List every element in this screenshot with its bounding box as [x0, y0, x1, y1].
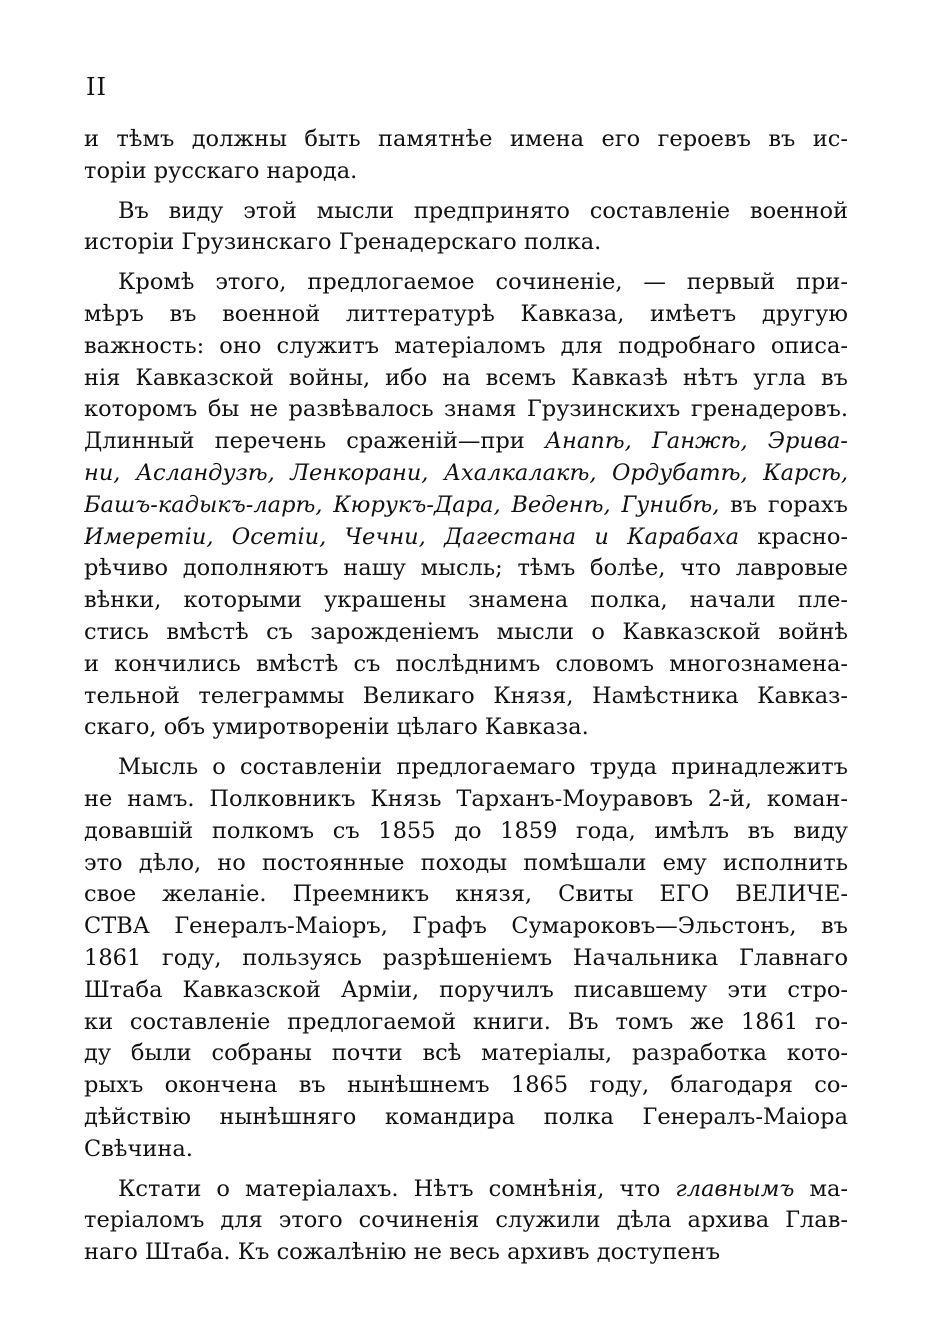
text-line: ду были собраны почти всѣ матеріалы, разработка кото-: [84, 1040, 848, 1067]
text-line: ки составленіе предлогаемой книги. Въ томъ же 1861 го-: [84, 1008, 848, 1035]
text-line: Свѣчина.: [84, 1135, 193, 1162]
paragraph: [84, 196, 848, 260]
paragraph: [84, 267, 848, 744]
text-line: и тѣмъ должны быть памятнѣе имена его героевъ въ ис-: [84, 126, 848, 152]
text-line: тельной телеграммы Великаго Князя, Намѣстника Кавказ-: [84, 682, 848, 709]
text-line: СТВА Генералъ-Маіоръ, Графъ Сумароковъ—Эльстонъ, въ: [84, 913, 848, 940]
text-line: исторіи Грузинскаго Гренадерскаго полка.: [84, 229, 602, 256]
text-line: вѣнки, которыми украшены знамена полка, начали пле-: [84, 587, 848, 614]
page-number: II: [86, 73, 107, 101]
text-line: Кстати о матеріалахъ. Нѣтъ сомнѣнія, что главнымъ ма-: [118, 1175, 848, 1202]
text-line: рыхъ окончена въ нынѣшнемъ 1865 году, благодаря со-: [84, 1072, 848, 1099]
text-line: рѣчиво дополняютъ нашу мысль; тѣмъ болѣе, что лавровые: [84, 555, 848, 582]
italic-text: Анапѣ, Ганжѣ, Эрива-: [544, 428, 848, 455]
text-line: и кончились вмѣстѣ съ послѣднимъ словомъ многознамена-: [84, 650, 848, 677]
text-line: 1861 году, пользуясь разрѣшеніемъ Начальника Главнаго: [84, 944, 848, 971]
text-line: Въ виду этой мысли предпринято составленіе военной: [118, 197, 848, 224]
italic-text: Имеретіи, Осетіи, Чечни, Дагестана и Карабаха: [84, 523, 740, 550]
text-line: стись вмѣстѣ съ зарожденіемъ мысли о Кавказской войнѣ: [84, 618, 848, 645]
text-line: Кромѣ этого, предлогаемое сочиненіе, — первый при-: [118, 269, 848, 296]
text-line: Башъ-кадыкъ-ларѣ, Кюрукъ-Дара, Веденѣ, Гунибѣ, въ горахъ: [84, 491, 848, 518]
text-line: не намъ. Полковникъ Князь Тарханъ-Моуравовъ 2-й, коман-: [84, 785, 848, 812]
text-line: скаго, объ умиротвореніи цѣлаго Кавказа.: [84, 714, 589, 741]
paragraph: [84, 752, 848, 1165]
text-line: свое желаніе. Преемникъ князя, Свиты ЕГО ВЕЛИЧЕ-: [84, 881, 848, 908]
text-line: нія Кавказской войны, ибо на всемъ Кавказѣ нѣтъ угла въ: [84, 364, 848, 391]
text-line: теріаломъ для этого сочиненія служили дѣла архива Глав-: [84, 1207, 848, 1234]
text-line: Мысль о составленіи предлогаемаго труда принадлежитъ: [118, 754, 848, 781]
italic-text: главнымъ: [675, 1175, 795, 1202]
text-line: мѣръ въ военной литтературѣ Кавказа, имѣетъ другую: [84, 300, 848, 327]
text-line: наго Штаба. Къ сожалѣнію не весь архивъ доступенъ: [84, 1239, 721, 1266]
text-line: дѣйствію нынѣшняго командира полка Генералъ-Маіора: [84, 1103, 848, 1130]
italic-text: ни, Асландузѣ, Ленкорани, Ахалкалакѣ, Ордубатѣ, Карсѣ,: [84, 459, 848, 486]
text-line: Длинный перечень сраженій—при Анапѣ, Ганжѣ, Эрива-: [84, 428, 848, 455]
body-text: [84, 124, 848, 1277]
text-line: которомъ бы не развѣвалось знамя Грузинскихъ гренадеровъ.: [84, 396, 848, 423]
paragraph: [84, 1174, 848, 1269]
text-line: это дѣло, но постоянные походы помѣшали ему исполнить: [84, 849, 848, 876]
italic-text: Башъ-кадыкъ-ларѣ, Кюрукъ-Дара, Веденѣ, Гунибѣ,: [84, 491, 720, 518]
text-line: Штаба Кавказской Арміи, поручилъ писавшему эти стро-: [84, 976, 848, 1003]
text-line: торіи русскаго народа.: [84, 157, 358, 184]
paragraph: [84, 124, 848, 188]
text-line: Имеретіи, Осетіи, Чечни, Дагестана и Карабаха красно-: [84, 523, 848, 550]
text-line: довавшій полкомъ съ 1855 до 1859 года, имѣлъ въ виду: [84, 817, 848, 844]
text-line: важность: оно служитъ матеріаломъ для подробнаго описа-: [84, 332, 848, 359]
text-line: [84, 458, 848, 490]
